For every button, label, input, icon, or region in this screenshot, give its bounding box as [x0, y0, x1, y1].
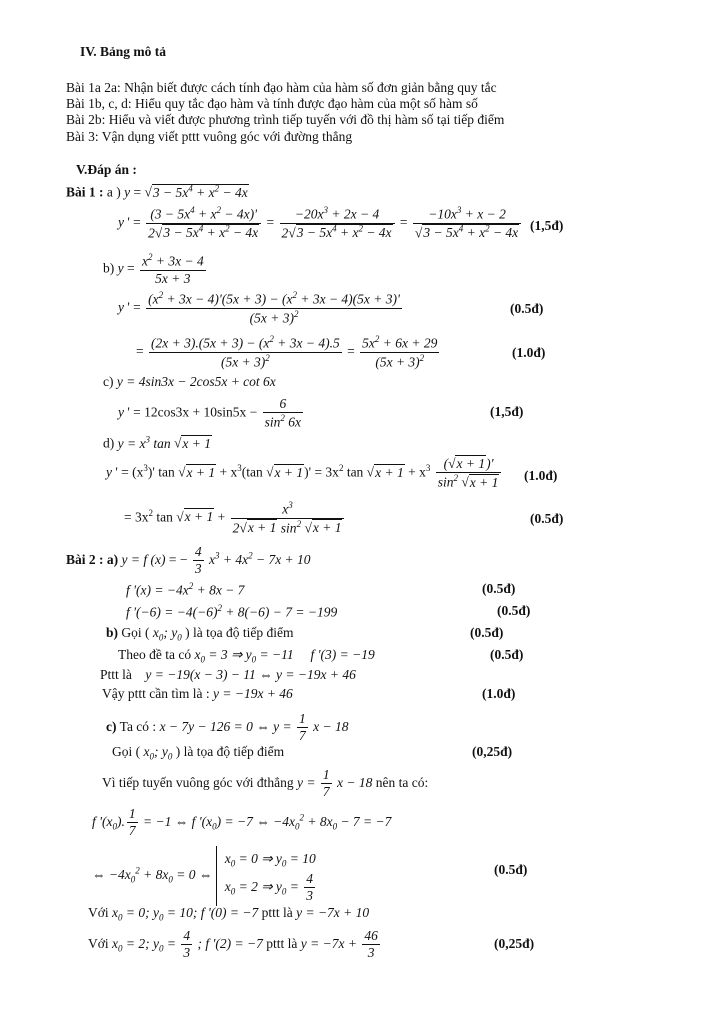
- bai1-a-derivative: y ' = $\frac{(3 - 5x^4 + x^2 - 4x)'}{2√3 - 5x^4 + x^2 - 4x}$ = $\frac{-20x^3 + 2x - 4}{2√3 - 5x^4 + x^2 - 4x}$ = $\frac{-10x^3 + x - 2}{√3 - 5x^4 + x^2 - 4x}$: [118, 205, 523, 241]
- bai2-label: Bài 2 :: [66, 551, 104, 567]
- score: (0,25đ): [472, 744, 513, 759]
- score: (0.5đ): [482, 581, 516, 596]
- part-label: a ): [106, 184, 121, 200]
- bai1-c-derivative: y ' = 12cos3x + 10sin5x − $\frac{6}{\sin^2 6x}$: [118, 396, 302, 430]
- score: (1.0đ): [482, 686, 516, 701]
- bai1-d-derivative: y ' = $(x^3)'$ $\tan √x + 1 + x^3(\tan$ $√x + 1)' = 3x^2$ $\tan √x + 1 + x^3$ $\frac{(√x + 1)'}{\sin^2 √x + 1}$: [106, 456, 503, 491]
- part-label: b): [103, 260, 115, 276]
- score: (0.5đ): [510, 301, 544, 316]
- bai2-b-pttt: Pttt là y = −19(x − 3) − 11 ⇔ y = −19x + 46: [100, 667, 356, 682]
- score: (0.5đ): [490, 647, 524, 662]
- bai2-a-derivative: f '$(x) = -4x^2 + 8x - 7$: [126, 581, 245, 598]
- part-label: c): [103, 374, 114, 389]
- description-line: Bài 2b: Hiểu và viết được phương trình tiếp tuyến với đồ thị hàm số tại tiếp điểm: [66, 112, 505, 127]
- bai2-c-perpendicular: Vì tiếp tuyến vuông góc với đthẳng y = $\frac{1}{7}$ x − 18 nên ta có:: [102, 767, 429, 800]
- description-line: Bài 1a 2a: Nhận biết được cách tính đạo hàm của hàm số đơn giản bằng quy tắc: [66, 80, 497, 95]
- bai2-c-goi: Gọi ( $x_0$; $y_0$ ) là tọa độ tiếp điểm: [112, 744, 285, 762]
- bai2-c-solutions: ⇔ $-4x_0^2 + 8x_0 = 0$ ⇔ $x_0 = 0$ ⇒ $y_0 = 10$ $x_0 = 2$ ⇒ $y_0$ = $\frac{4}{3}$: [92, 846, 317, 906]
- part-label: c): [106, 718, 117, 734]
- bai2-c-condition: f '$(x_0)$. $\frac{1}{7}$ = −1 ⇔ f '$(x_0) = -7$ ⇔ $-4x_0^2 + 8x_0 - 7 = -7$: [92, 806, 392, 839]
- score: (1,5đ): [530, 218, 564, 233]
- score: (0.5đ): [497, 603, 531, 618]
- score: (0.5đ): [494, 862, 528, 877]
- bai1-b-function: b) y = $\frac{x^2 + 3x - 4}{5x + 3}$: [103, 252, 204, 286]
- score: (1.0đ): [524, 468, 558, 483]
- bai1-b-result: = $\frac{(2x + 3).(5x + 3) - (x^2 + 3x - 4).5}{(5x + 3)^2}$ = $\frac{5x^2 + 6x + 29}{(5x + 3)^2}$: [136, 334, 438, 370]
- bai1-d-function: d) $y = x^3$ tan √x + 1: [103, 434, 212, 451]
- part-label: b): [106, 625, 119, 640]
- bai2-b-theo-de: Theo đề ta có $x_0 = 3$ ⇒ $y_0 = -11$ f '(3) = −19: [118, 647, 375, 665]
- bai1-a-function: Bài 1 : a ) $y = √3 - 5x^4 + x^2 - 4x$: [66, 183, 248, 200]
- bai1-d-result: = $3x^2$ tan √x + 1 + $\frac{x^3}{2√x + 1 \sin^2 √x + 1}$: [124, 500, 346, 536]
- section-5-title: V.Đáp án :: [76, 162, 137, 177]
- score: (0.5đ): [530, 511, 564, 526]
- bai2-c-case-2: Với $x_0 = 2$; $y_0$ = $\frac{4}{3}$ ; f '(2) = −7 pttt là y = −7x + $\frac{46}{3}$: [88, 928, 378, 961]
- bai2-a-function: Bài 2 : a) y = f (x) = − $\frac{4}{3}$ $x^3 + 4x^2 - 7x + 10$: [66, 544, 311, 577]
- score: (0.5đ): [470, 625, 504, 640]
- bai1-label: Bài 1 :: [66, 184, 104, 200]
- bai2-a-value: f '$(-6) = -4(-6)^2 + 8(-6) - 7 = -199$: [126, 603, 338, 620]
- score: (1.0đ): [512, 345, 546, 360]
- bai2-b-answer: Vậy pttt cần tìm là : y = −19x + 46: [102, 686, 293, 701]
- description-line: Bài 3: Vận dụng viết pttt vuông góc với đường thẳng: [66, 129, 353, 144]
- bai2-b-intro: b) Gọi ( $x_0$; $y_0$ ) là tọa độ tiếp điểm: [106, 625, 294, 643]
- part-label: d): [103, 435, 115, 451]
- bai1-c-function: c) y = 4sin3x − 2cos5x + cot 6x: [103, 374, 276, 389]
- bai2-c-case-1: Với $x_0 = 0$; $y_0 = 10$; f '(0) = −7 pttt là y = −7x + 10: [88, 905, 370, 923]
- section-4-title: IV. Bảng mô tả: [80, 44, 167, 59]
- score: (0,25đ): [494, 936, 535, 951]
- bai2-c-intro: c) Ta có : x − 7y − 126 = 0 ⇔ y = $\frac{1}{7}$ x − 18: [106, 711, 349, 744]
- bai1-b-derivative: y ' = $\frac{(x^2 + 3x - 4)'(5x + 3) - (x^2 + 3x - 4)(5x + 3)'}{(5x + 3)^2}$: [118, 290, 400, 326]
- part-label: a): [106, 551, 119, 567]
- description-line: Bài 1b, c, d: Hiểu quy tắc đạo hàm và tính được đạo hàm của một số hàm số: [66, 96, 478, 111]
- score: (1,5đ): [490, 404, 524, 419]
